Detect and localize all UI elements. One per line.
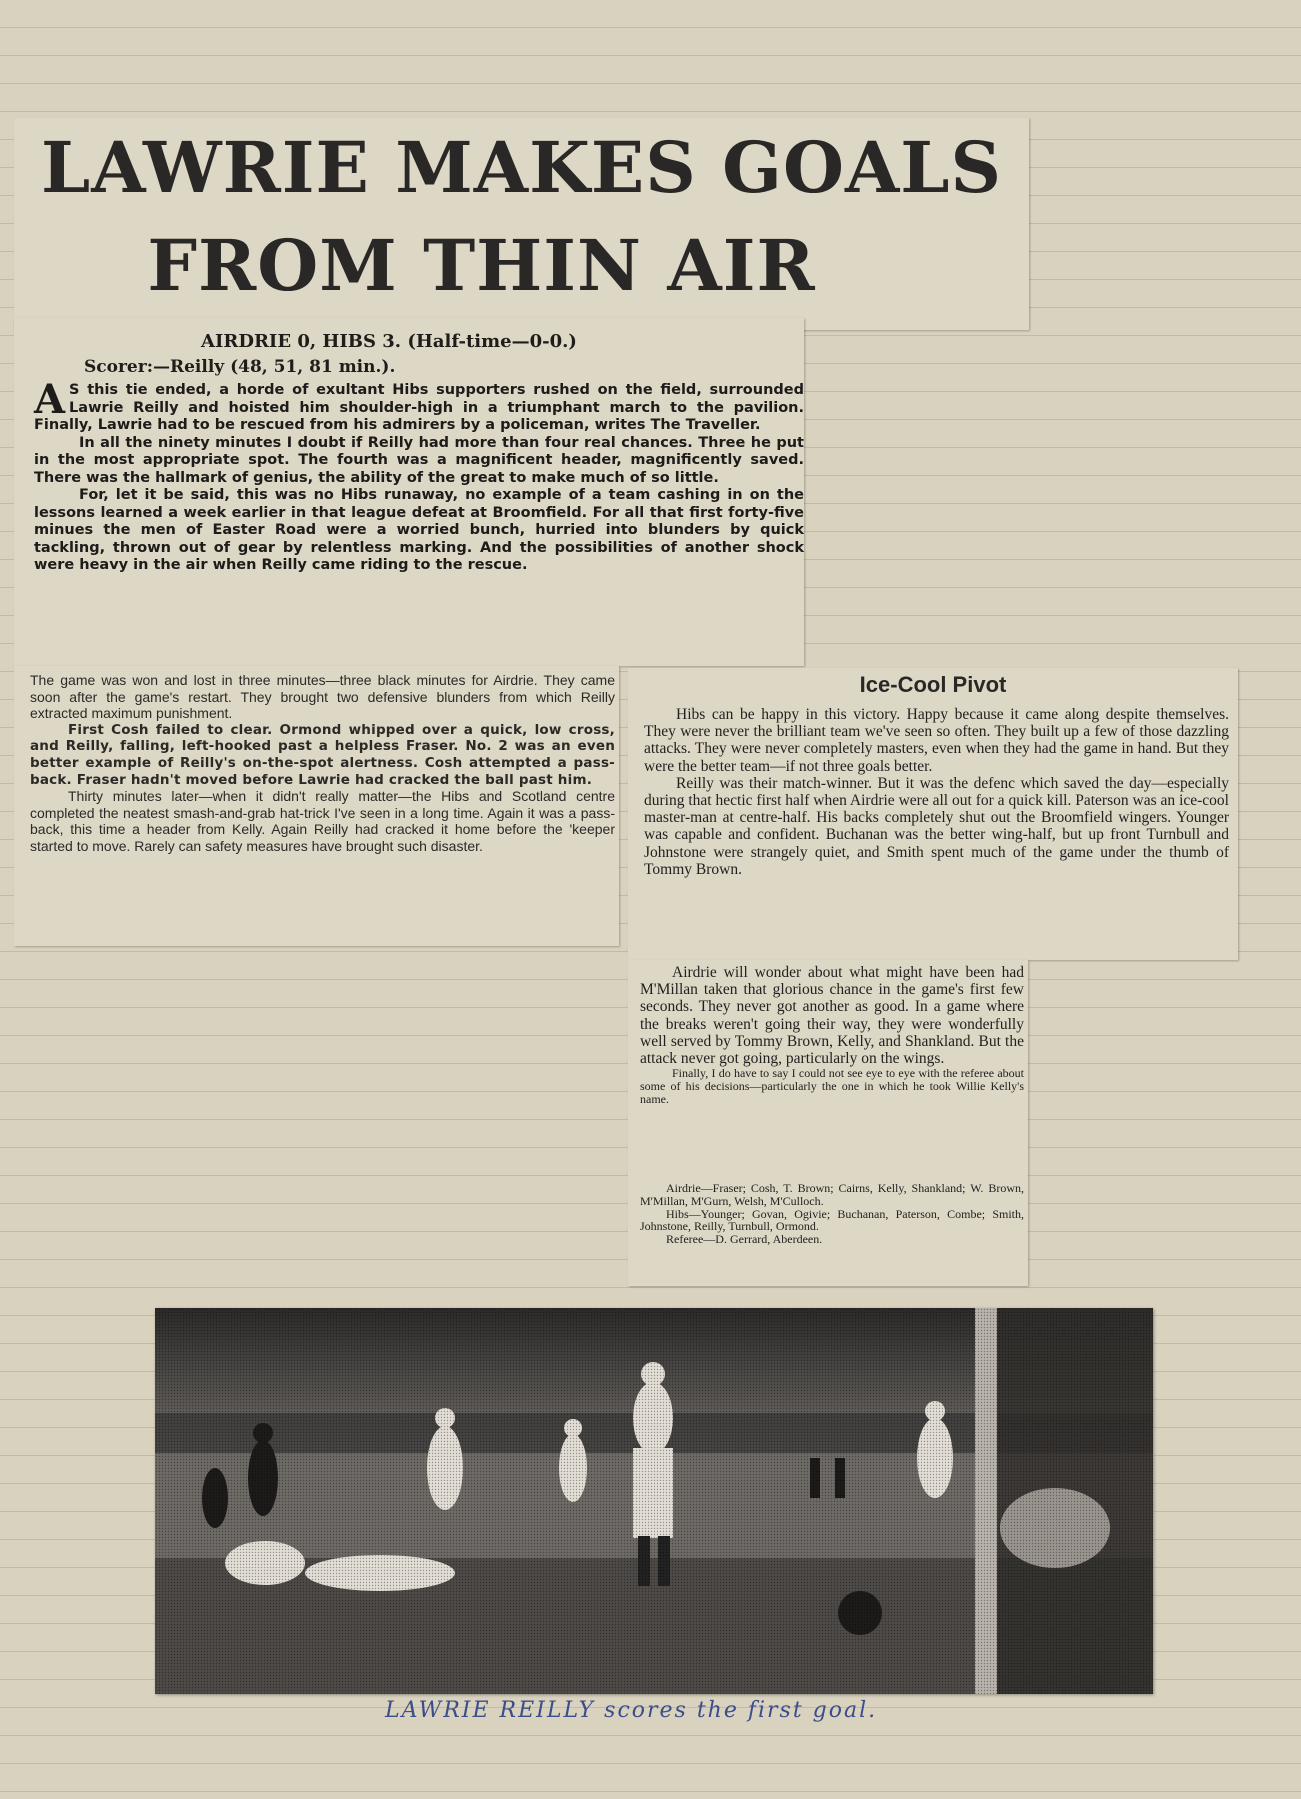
- headline-clipping: [14, 118, 1029, 330]
- pivot-title: Ice-Cool Pivot: [859, 672, 1007, 697]
- article-paragraph: Thirty minutes later—when it didn't really matter—the Hibs and Scotland centre completed the neatest smash-and-grab hat-trick I've seen in a long time. Again it was a pass-back, this time a header from Kelly. Again Reilly had cracked it home before the 'keeper started to move. Rarely can safety measures have brought such disaster.: [30, 788, 615, 854]
- scorer-line: Scorer:—Reilly (48, 51, 81 min.).: [84, 357, 396, 377]
- hibs-lineup: Hibs—Younger; Govan, Ogivie; Buchanan, Paterson, Combe; Smith, Johnstone, Reilly, Turnbull, Ormond.: [640, 1206, 1024, 1234]
- handwritten-caption: LAWRIE REILLY scores the first goal.: [385, 1698, 878, 1723]
- team-lineups: [640, 1182, 1024, 1246]
- pivot-paragraph: Finally, I do have to say I could not see eye to eye with the referee about some of his decisions—particularly the one in which he took Willie Kelly's name.: [640, 1066, 1024, 1107]
- article-paragraph: A S this tie ended, a horde of exultant Hibs supporters rushed on the field, surrounded Lawrie Reilly and hoisted him shoulder-high in a triumphant march to the pavilion. Finally, Lawrie had to be rescued from his admirers by a policeman, writes The Traveller.: [34, 376, 804, 433]
- pivot-clipping: [628, 668, 1238, 960]
- article-paragraph: The game was won and lost in three minutes—three black minutes for Airdrie. They came soon after the game's restart. They brought two defensive blunders from which Reilly extracted maximum punishment.: [30, 672, 615, 722]
- lower-left-text: [30, 672, 615, 855]
- match-photograph: [155, 1308, 1153, 1694]
- pivot-paragraph: Hibs can be happy in this victory. Happy because it came along despite themselves. They were never the brilliant team we've seen so often. They built up a few of those dazzling attacks. They were never completely masters, even when they had the game in hand. But they were the better team—if not three goals better.: [644, 706, 1229, 775]
- main-article-clipping: [14, 318, 804, 666]
- pivot-paragraph: Airdrie will wonder about what might have been had M'Millan taken that glorious chance in the game's first few seconds. They never got another as good. In a game where the breaks weren't going their way, they were wonderfully well served by Tommy Brown, Kelly, and Shankland. But the attack never got going, particularly on the wings.: [640, 964, 1024, 1068]
- article-paragraph: First Cosh failed to clear. Ormond whipped over a quick, low cross, and Reilly, falling, left-hooked past a helpless Fraser. No. 2 was an even better example of Reilly's on-the-spot alertness. Cosh attempted a pass-back. Fraser hadn't moved before Lawrie had cracked the ball past him.: [30, 721, 615, 788]
- headline-line-1: LAWRIE MAKES GOALS: [40, 126, 1003, 209]
- article-paragraph: In all the ninety minutes I doubt if Reilly had more than four real chances. Three he put in the most appropriate spot. The fourth was a magnificent header, magnificently saved. There was the hallmark of genius, the ability of the great to make much of so little.: [34, 434, 804, 486]
- photo-scene: [155, 1308, 1153, 1694]
- drop-cap: A: [34, 376, 66, 423]
- airdrie-lineup: Airdrie—Fraser; Cosh, T. Brown; Cairns, Kelly, Shankland; W. Brown, M'Millan, M'Gurn, Welsh, M'Culloch.: [640, 1181, 1024, 1208]
- score-line: AIRDRIE 0, HIBS 3. (Half-time—0-0.): [201, 331, 577, 352]
- continuation-clipping: [628, 960, 1028, 1286]
- article-body: [34, 376, 804, 575]
- pivot-text: [644, 706, 1229, 878]
- continuation-text: [640, 964, 1024, 1106]
- headline-line-2: FROM THIN AIR: [147, 224, 816, 307]
- pivot-paragraph: Reilly was their match-winner. But it was the defenc which saved the day—especially during that hectic first half when Airdrie were all out for a quick kill. Paterson was an ice-cool master-man at centre-half. His backs completely shut out the Broomfield wingers. Younger was capable and confident. Buchanan was the better wing-half, but up front Turnbull and Johnstone were strangely quiet, and Smith spent much of the game under the thumb of Tommy Brown.: [644, 774, 1229, 878]
- lower-left-clipping: [14, 666, 619, 946]
- referee-line: Referee—D. Gerrard, Aberdeen.: [666, 1232, 823, 1247]
- article-paragraph: For, let it be said, this was no Hibs runaway, no example of a team cashing in on the lessons learned a week earlier in that league defeat at Broomfield. For all that first forty-five minues the men of Easter Road were a worried bunch, hurried into blunders by quick tackling, thrown out of gear by relentless marking. And the possibilities of another shock were heavy in the air when Reilly came riding to the rescue.: [34, 487, 804, 573]
